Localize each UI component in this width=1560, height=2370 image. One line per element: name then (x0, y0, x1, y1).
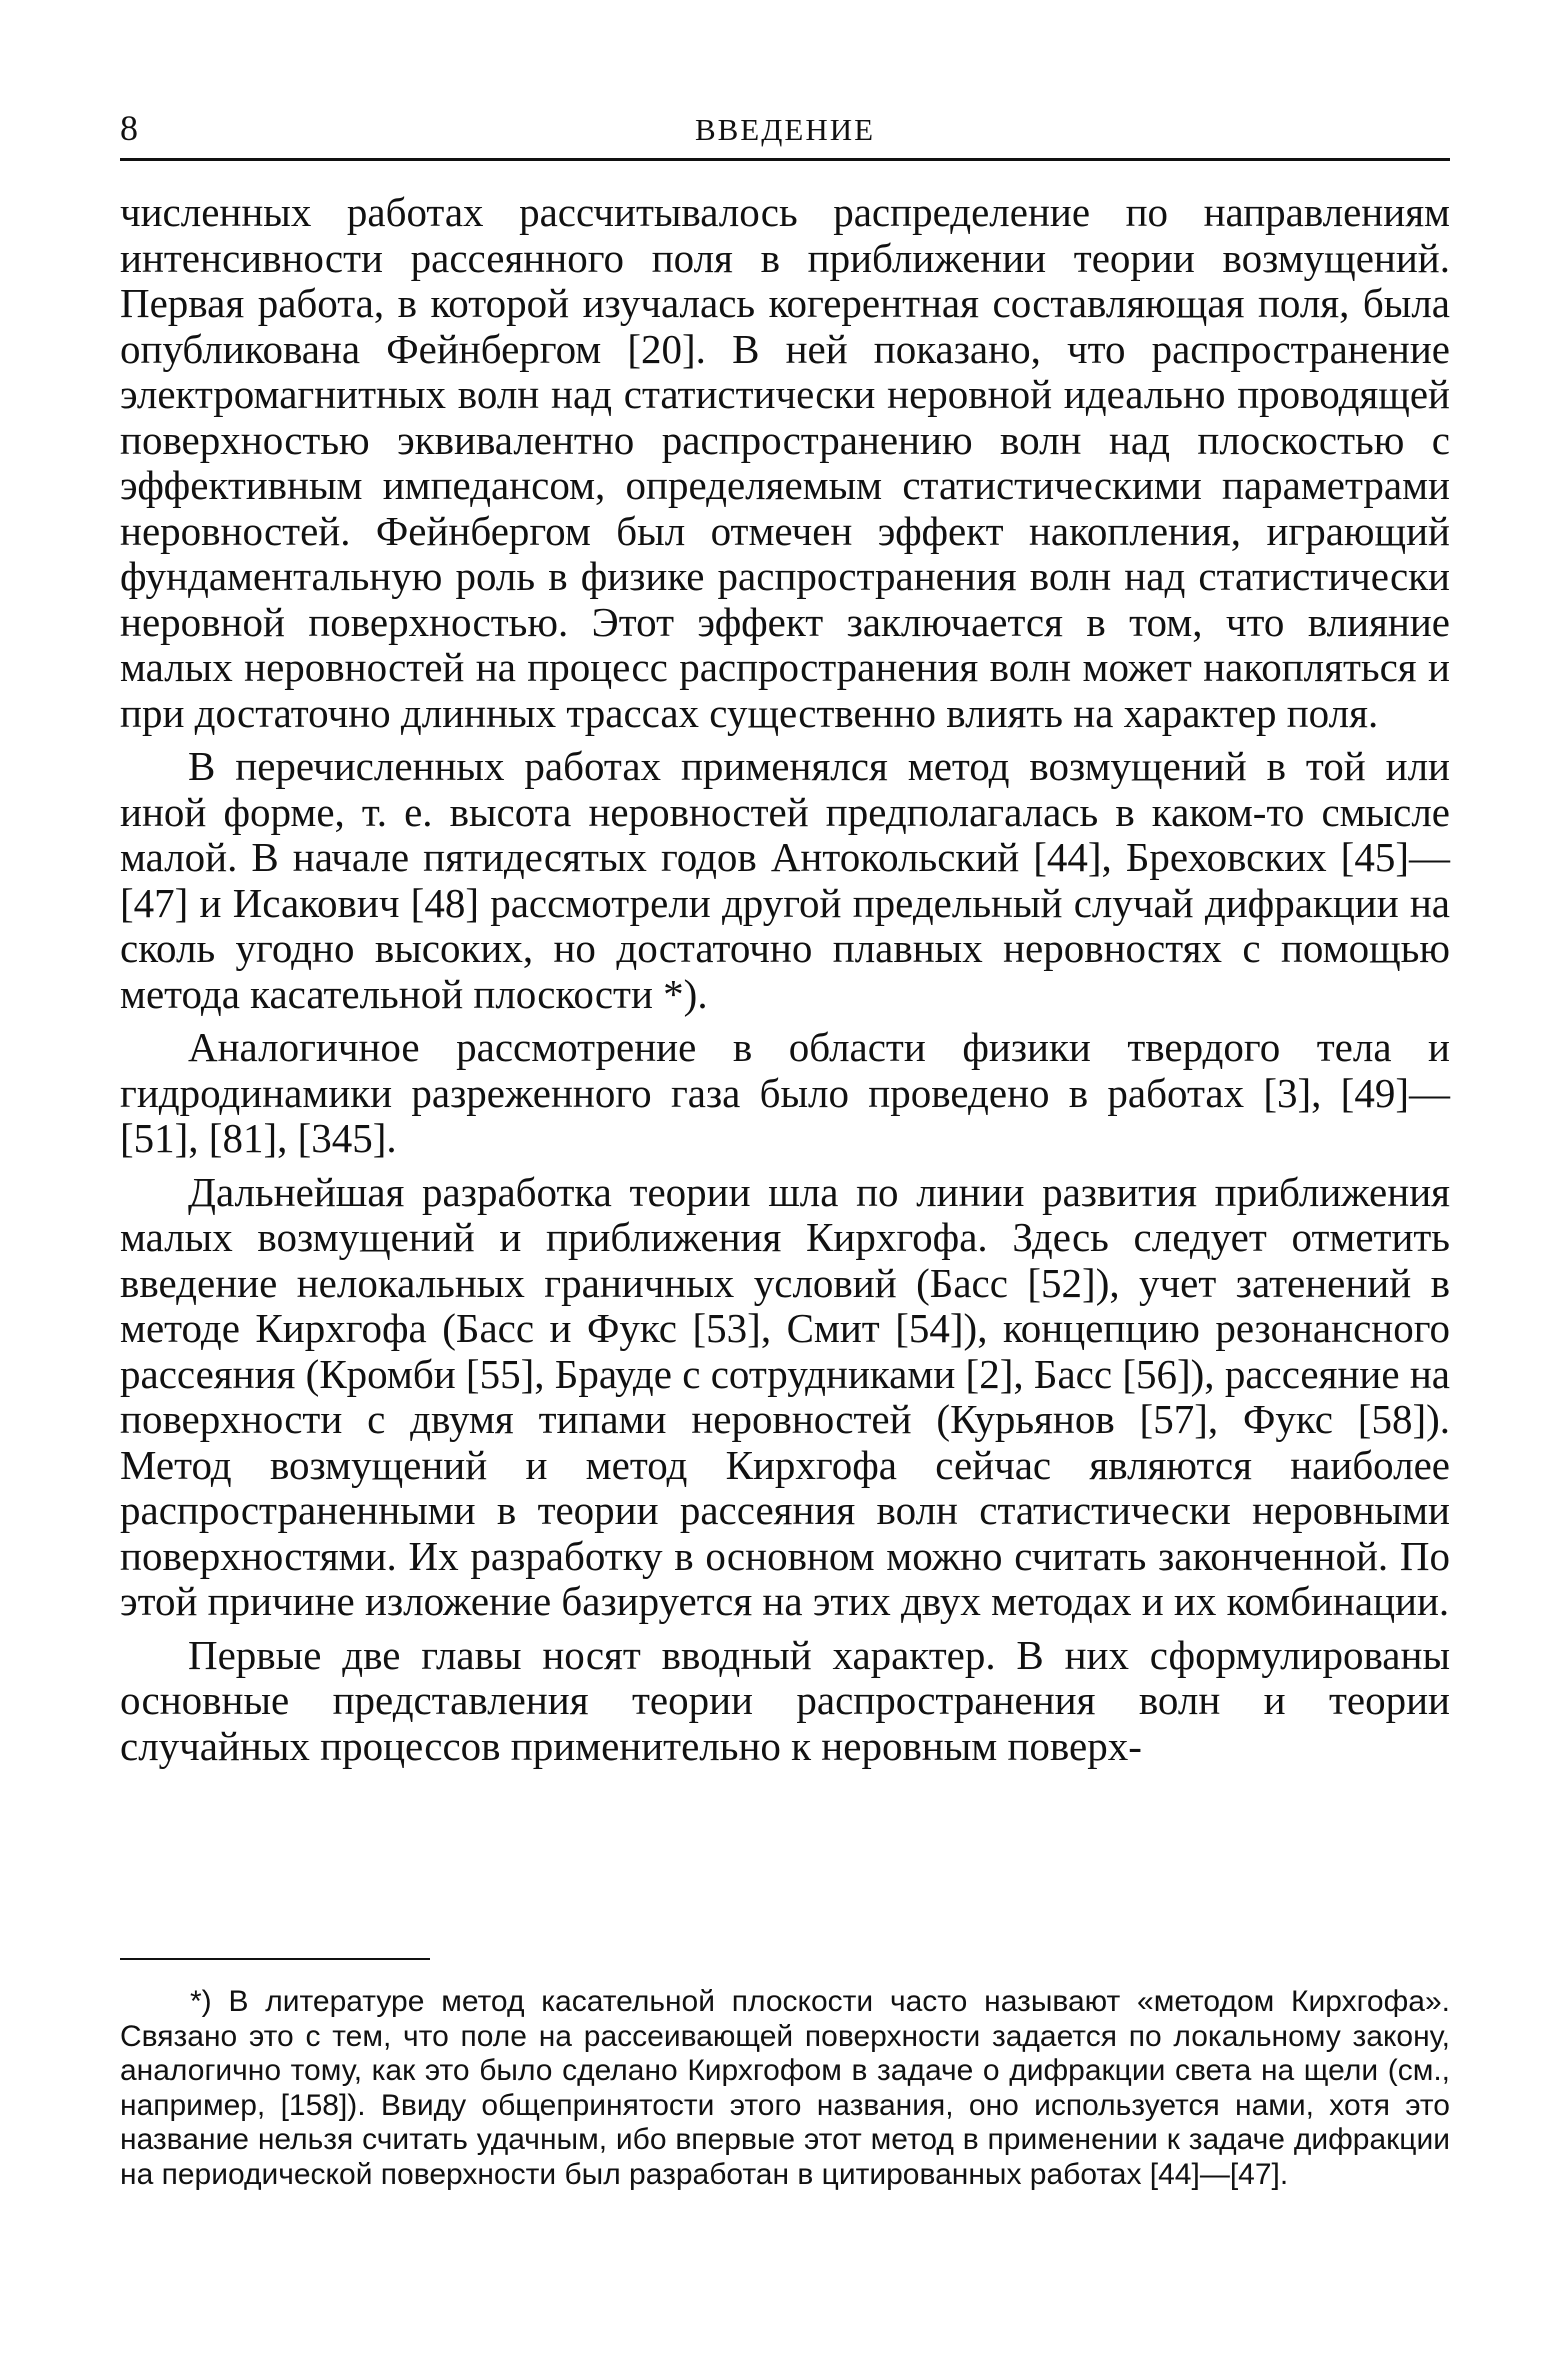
footnote-rule (120, 1958, 430, 1960)
running-title: ВВЕДЕНИЕ (694, 112, 876, 147)
footnote-text: *) В литературе метод касательной плоскости часто называют «методом Кирхгофа». Связано это с тем, что поле на рассеивающей поверхности задается по локальному закону, аналогично тому, как это было сделано Кирхгофом в задаче о дифракции света на щели (см., например, [158]). Ввиду общепринятости этого названия, оно используется нами, хотя это название нельзя считать удачным, ибо впервые этот метод в применении к задаче дифракции на периодической поверхности был разработан в цитированных работах [44]—[47]. (120, 1985, 1450, 2191)
header-rule (120, 158, 1450, 161)
page-number: 8 (120, 108, 138, 148)
main-text (120, 190, 1450, 1769)
paragraph: Первые две главы носят вводный характер. В них сформулированы основные представления теории распространения волн и теории случайных процессов применительно к неровным поверх- (120, 1631, 1450, 1769)
page-header (120, 108, 1450, 152)
paragraph: В перечисленных работах применялся метод возмущений в той или иной форме, т. е. высота неровностей предполагалась в каком-то смысле малой. В начале пятидесятых годов Антокольский [44], Бреховских [45]—[47] и Исакович [48] рассмотрели другой предельный случай дифракции на сколь угодно высоких, но достаточно плавных неровностях с помощью метода касательной плоскости *). (120, 743, 1450, 1017)
paragraph-continuation: численных работах рассчитывалось распределение по направлениям интенсивности рассеянного поля в приближении теории возмущений. Первая работа, в которой изучалась когерентная составляющая поля, была опубликована Фейнбергом [20]. В ней показано, что распространение электромагнитных волн над статистически неровной идеально проводящей поверхностью эквивалентно распространению волн над плоскостью с эффективным импедансом, определяемым статистическими параметрами неровностей. Фейнбергом был отмечен эффект накопления, играющий фундаментальную роль в физике распространения волн над статистически неровной поверхностью. Этот эффект заключается в том, что влияние малых неровностей на процесс распространения волн может накопляться и при достаточно длинных трассах существенно влиять на характер поля. (120, 189, 1450, 736)
footnote (120, 1985, 1450, 2192)
paragraph: Дальнейшая разработка теории шла по линии развития приближения малых возмущений и приближения Кирхгофа. Здесь следует отметить введение нелокальных граничных условий (Басс [52]), учет затенений в методе Кирхгофа (Басс и Фукс [53], Смит [54]), концепцию резонансного рассеяния (Кромби [55], Брауде с сотрудниками [2], Басс [56]), рассеяние на поверхности с двумя типами неровностей (Курьянов [57], Фукс [58]). Метод возмущений и метод Кирхгофа сейчас являются наиболее распространенными в теории рассеяния волн статистически неровными поверхностями. Их разработку в основном можно считать законченной. По этой причине изложение базируется на этих двух методах и их комбинации. (120, 1168, 1450, 1624)
paragraph: Аналогичное рассмотрение в области физики твердого тела и гидродинамики разреженного газа было проведено в работах [3], [49]—[51], [81], [345]. (120, 1024, 1450, 1161)
